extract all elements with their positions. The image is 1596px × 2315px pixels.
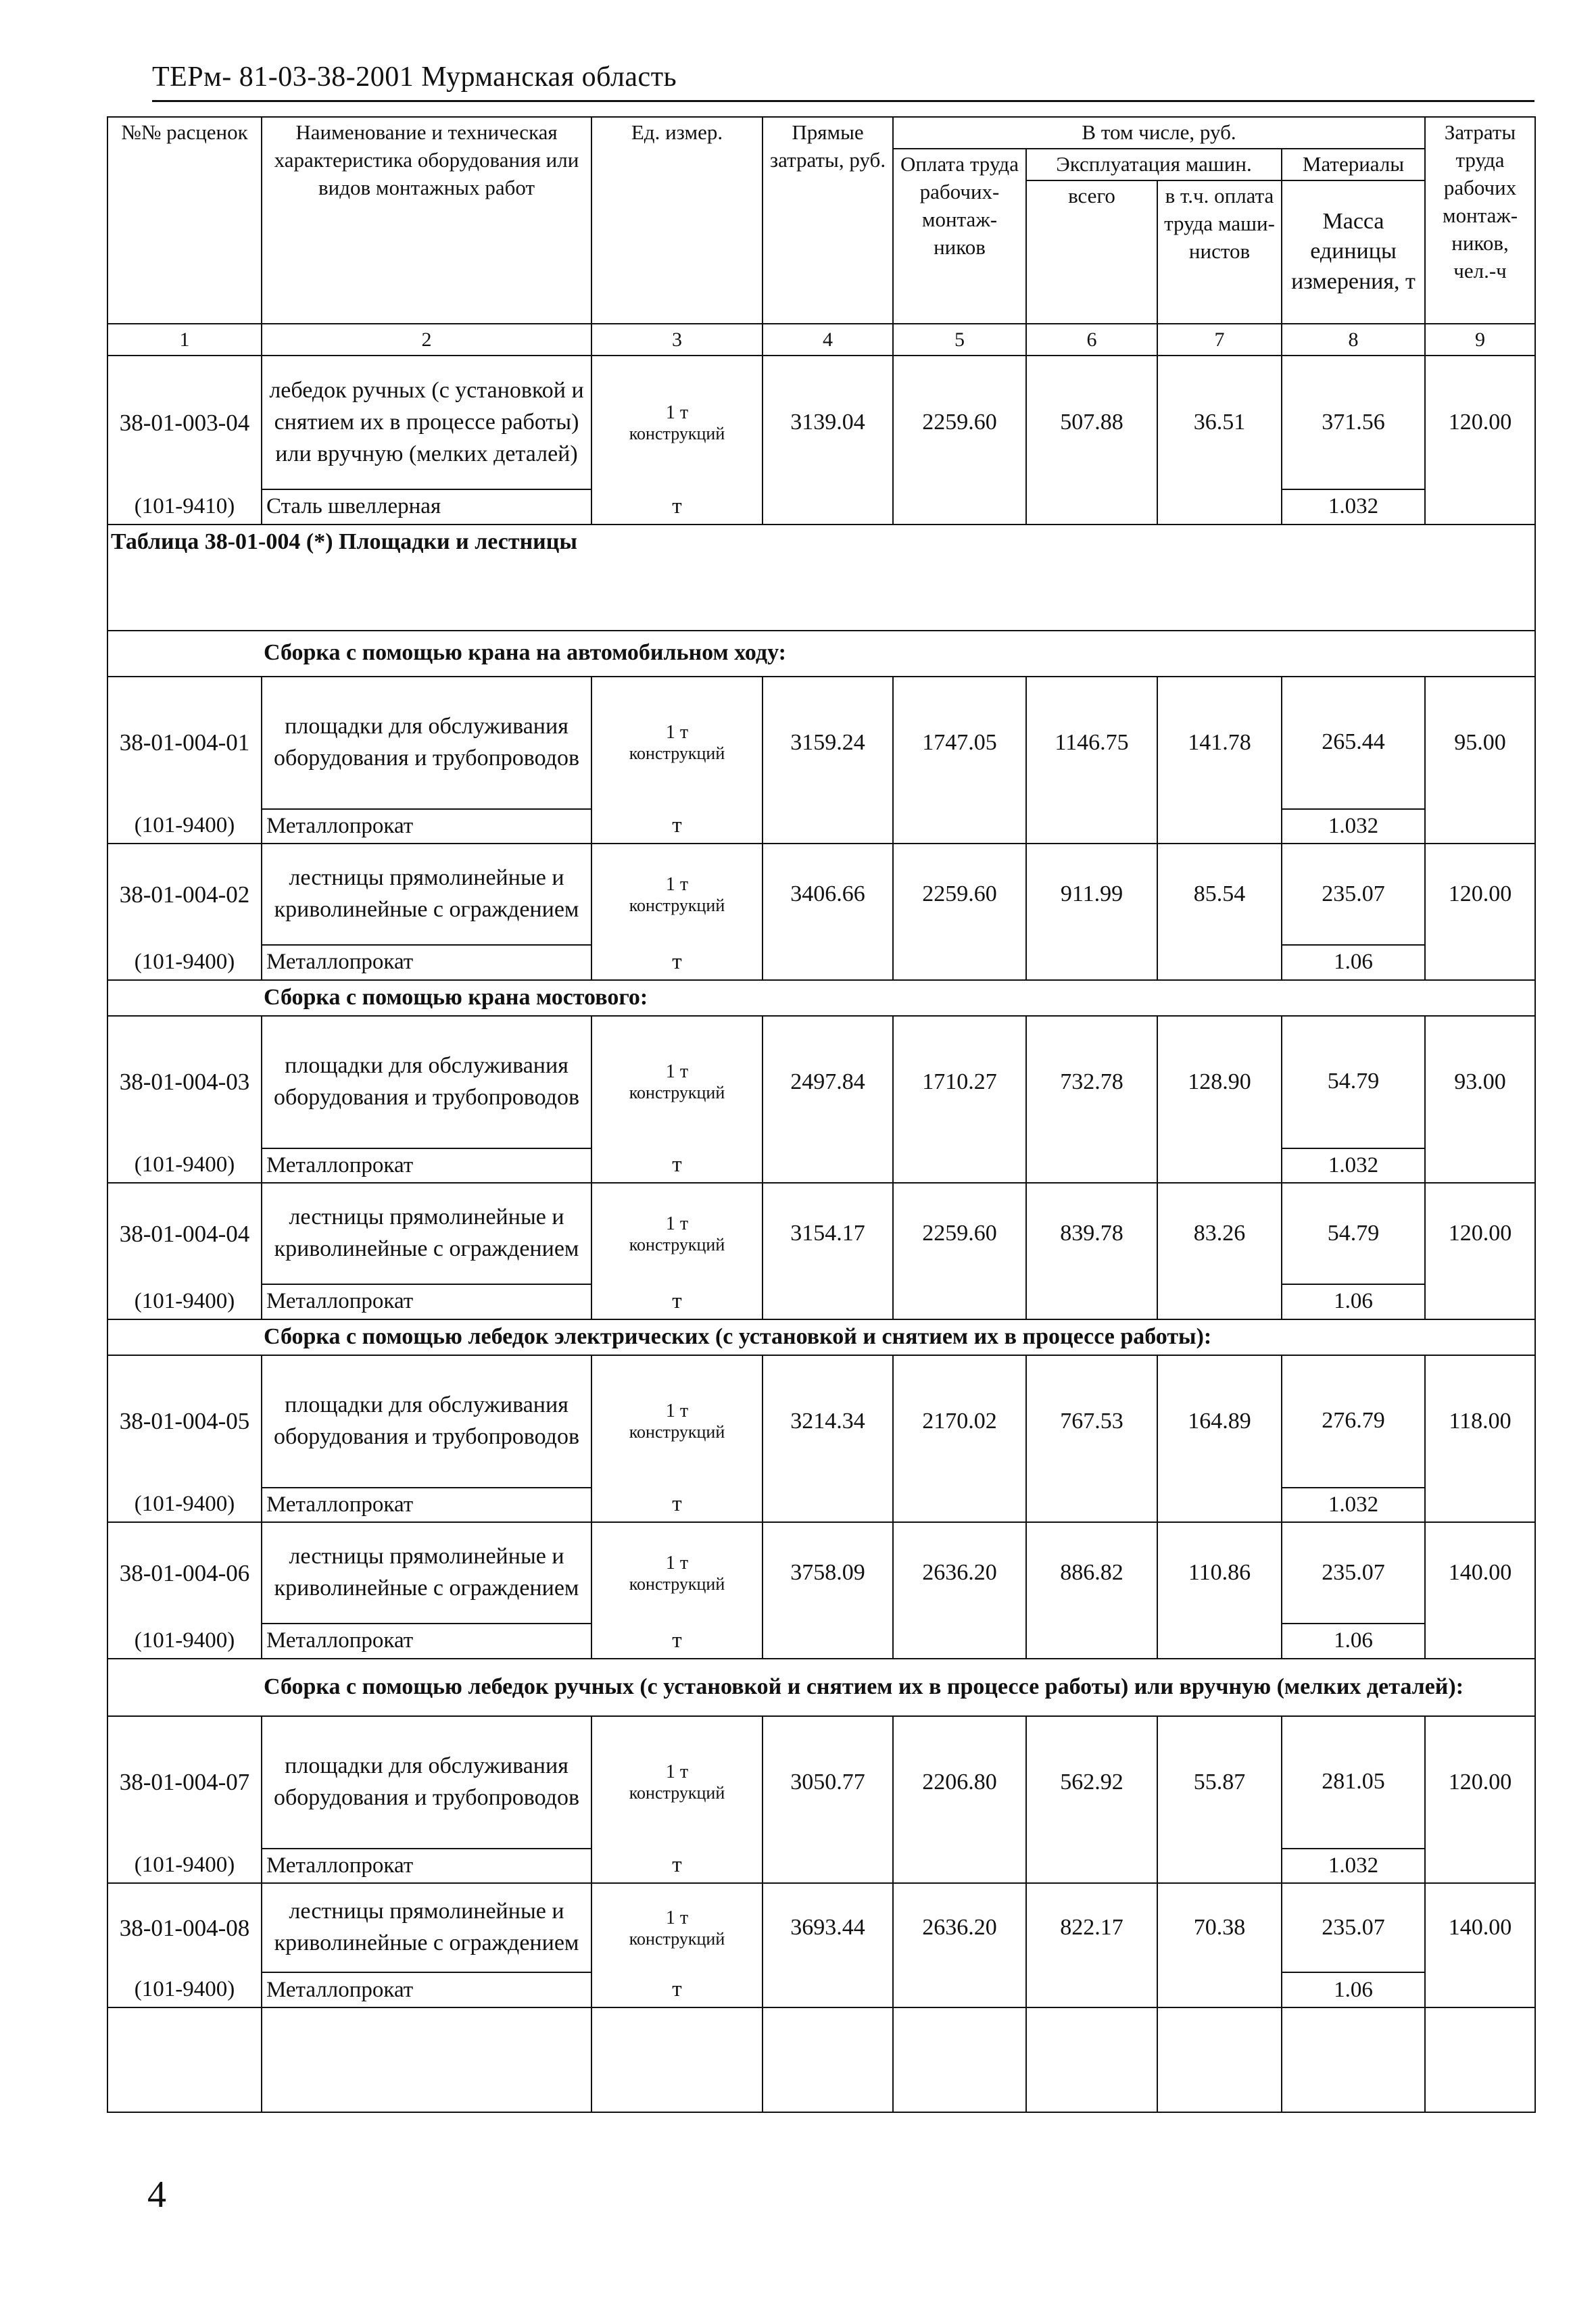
row-mach-total: 886.82	[1026, 1522, 1157, 1624]
resource-code: (101-9400)	[107, 1972, 262, 2007]
table-row	[107, 844, 1535, 945]
unit-value: 1 т	[665, 401, 689, 423]
resource-mass: 1.032	[1282, 809, 1425, 844]
row-labor: 120.00	[1425, 844, 1535, 945]
resource-row	[107, 945, 1535, 980]
col-header-incl: В том числе, руб.	[893, 117, 1425, 149]
table-row	[107, 1716, 1535, 1849]
resource-name: Металлопрокат	[262, 1849, 591, 1884]
col-header-machines: Эксплуатация машин.	[1026, 149, 1282, 180]
col-header-pay: Оплата труда рабочих-монтаж-ников	[893, 149, 1026, 324]
resource-name: Металлопрокат	[262, 1284, 591, 1319]
table-title: Таблица 38-01-004 (*) Площадки и лестницы	[107, 525, 1535, 631]
resource-unit: т	[591, 945, 763, 980]
row-code: 38-01-004-01	[107, 677, 262, 809]
resource-name: Металлопрокат	[262, 945, 591, 980]
row-name: площадки для обслуживания оборудования и трубопроводов	[262, 1716, 591, 1849]
table-row	[107, 1183, 1535, 1284]
unit-label: конструкций	[629, 744, 725, 764]
row-code: 38-01-004-02	[107, 844, 262, 945]
row-mach-total: 732.78	[1026, 1016, 1157, 1148]
row-materials: 235.07	[1282, 1883, 1425, 1972]
row-name: площадки для обслуживания оборудования и трубопроводов	[262, 677, 591, 809]
row-mach-total: 1146.75	[1026, 677, 1157, 809]
unit-value: 1 т	[665, 1400, 689, 1422]
col-header-mass: Масса единицы измерения, т	[1282, 180, 1425, 324]
row-labor: 118.00	[1425, 1355, 1535, 1488]
row-mach-total: 911.99	[1026, 844, 1157, 945]
row-materials: 235.07	[1282, 844, 1425, 945]
row-labor: 140.00	[1425, 1883, 1535, 1972]
resource-code: (101-9400)	[107, 1148, 262, 1184]
row-unit	[591, 1883, 763, 1972]
unit-label: конструкций	[629, 1783, 725, 1803]
unit-label: конструкций	[629, 1083, 725, 1103]
row-pay: 2206.80	[893, 1716, 1026, 1849]
row-name: лестницы прямолинейные и криволинейные с ограждением	[262, 844, 591, 945]
resource-mass: 1.032	[1282, 1148, 1425, 1184]
row-mach-pay: 55.87	[1157, 1716, 1282, 1849]
table-row	[107, 1883, 1535, 1972]
resource-row	[107, 809, 1535, 844]
resource-mass: 1.032	[1282, 489, 1425, 525]
resource-name: Сталь швеллерная	[262, 489, 591, 525]
row-mach-pay: 164.89	[1157, 1355, 1282, 1488]
unit-label: конструкций	[629, 1574, 725, 1594]
unit-label: конструкций	[629, 1928, 725, 1949]
resource-unit: т	[591, 1284, 763, 1319]
row-mach-pay: 83.26	[1157, 1183, 1282, 1284]
row-mach-pay: 110.86	[1157, 1522, 1282, 1624]
column-number-cell: 9	[1425, 324, 1535, 356]
page-header-title: ТЕРм- 81-03-38-2001 Мурманская область	[152, 62, 677, 93]
resource-row	[107, 489, 1535, 525]
row-pay: 2259.60	[893, 356, 1026, 489]
resource-unit: т	[591, 809, 763, 844]
col-header-materials: Материалы	[1282, 149, 1425, 180]
row-materials: 54.79	[1282, 1183, 1425, 1284]
resource-row	[107, 1488, 1535, 1523]
resource-name: Металлопрокат	[262, 1624, 591, 1659]
col-header-num: №№ расценок	[107, 117, 262, 324]
resource-code: (101-9400)	[107, 1624, 262, 1659]
unit-value: 1 т	[665, 1907, 689, 1928]
row-mach-pay: 85.54	[1157, 844, 1282, 945]
section-title: Сборка с помощью лебедок ручных (с установкой и снятием их в процессе работы) или вручную (мелких деталей):	[107, 1659, 1535, 1716]
resource-row	[107, 1624, 1535, 1659]
row-code: 38-01-003-04	[107, 356, 262, 489]
resource-row	[107, 1284, 1535, 1319]
row-direct: 3758.09	[763, 1522, 893, 1624]
resource-unit: т	[591, 1849, 763, 1884]
resource-name: Металлопрокат	[262, 809, 591, 844]
resource-mass: 1.06	[1282, 1624, 1425, 1659]
row-pay: 2636.20	[893, 1883, 1026, 1972]
row-name: лебедок ручных (с установкой и снятием их в процессе работы) или вручную (мелких деталей)	[262, 356, 591, 489]
row-materials: 235.07	[1282, 1522, 1425, 1624]
column-number-cell: 1	[107, 324, 262, 356]
unit-value: 1 т	[665, 1213, 689, 1234]
col-header-labor: Затраты труда рабочих монтаж-ников, чел.-ч	[1425, 117, 1535, 324]
row-unit	[591, 1522, 763, 1624]
table-row	[107, 356, 1535, 489]
row-code: 38-01-004-07	[107, 1716, 262, 1849]
unit-value: 1 т	[665, 1552, 689, 1574]
resource-code: (101-9400)	[107, 809, 262, 844]
row-labor: 140.00	[1425, 1522, 1535, 1624]
row-code: 38-01-004-05	[107, 1355, 262, 1488]
row-materials: 54.79	[1282, 1016, 1425, 1148]
row-pay: 1710.27	[893, 1016, 1026, 1148]
row-mach-total: 822.17	[1026, 1883, 1157, 1972]
column-number-cell: 6	[1026, 324, 1157, 356]
row-name: лестницы прямолинейные и криволинейные с ограждением	[262, 1522, 591, 1624]
page-number: 4	[147, 2174, 166, 2216]
row-unit	[591, 356, 763, 489]
resource-mass: 1.06	[1282, 1972, 1425, 2007]
row-direct: 3406.66	[763, 844, 893, 945]
unit-label: конструкций	[629, 895, 725, 915]
row-mach-pay: 36.51	[1157, 356, 1282, 489]
resource-name: Металлопрокат	[262, 1148, 591, 1184]
row-labor: 93.00	[1425, 1016, 1535, 1148]
col-header-direct: Прямые затраты, руб.	[763, 117, 893, 324]
row-pay: 2259.60	[893, 844, 1026, 945]
unit-label: конструкций	[629, 423, 725, 443]
column-number-cell: 2	[262, 324, 591, 356]
row-unit	[591, 1355, 763, 1488]
table-row	[107, 1016, 1535, 1148]
row-unit	[591, 1016, 763, 1148]
row-mach-total: 507.88	[1026, 356, 1157, 489]
header-rule	[152, 100, 1534, 102]
col-header-unit: Ед. измер.	[591, 117, 763, 324]
row-name: лестницы прямолинейные и криволинейные с ограждением	[262, 1183, 591, 1284]
resource-name: Металлопрокат	[262, 1488, 591, 1523]
row-name: лестницы прямолинейные и криволинейные с ограждением	[262, 1883, 591, 1972]
row-labor: 120.00	[1425, 1716, 1535, 1849]
row-mach-total: 839.78	[1026, 1183, 1157, 1284]
resource-row	[107, 1849, 1535, 1884]
row-code: 38-01-004-03	[107, 1016, 262, 1148]
col-header-mach-total: всего	[1026, 180, 1157, 324]
row-mach-total: 767.53	[1026, 1355, 1157, 1488]
row-pay: 2170.02	[893, 1355, 1026, 1488]
row-unit	[591, 677, 763, 809]
row-mach-pay: 128.90	[1157, 1016, 1282, 1148]
unit-value: 1 т	[665, 1761, 689, 1783]
resource-unit: т	[591, 489, 763, 525]
row-unit	[591, 1716, 763, 1849]
row-labor: 120.00	[1425, 356, 1535, 489]
column-number-row	[107, 324, 1535, 356]
row-labor: 95.00	[1425, 677, 1535, 809]
row-materials: 276.79	[1282, 1355, 1425, 1488]
row-pay: 2636.20	[893, 1522, 1026, 1624]
table-row	[107, 1522, 1535, 1624]
table-row	[107, 677, 1535, 809]
row-direct: 3159.24	[763, 677, 893, 809]
column-number-cell: 4	[763, 324, 893, 356]
resource-code: (101-9400)	[107, 1849, 262, 1884]
row-unit	[591, 844, 763, 945]
row-direct: 3139.04	[763, 356, 893, 489]
section-title: Сборка с помощью крана на автомобильном ходу:	[107, 631, 1535, 677]
row-materials: 371.56	[1282, 356, 1425, 489]
unit-label: конструкций	[629, 1234, 725, 1254]
row-pay: 2259.60	[893, 1183, 1026, 1284]
row-labor: 120.00	[1425, 1183, 1535, 1284]
resource-code: (101-9410)	[107, 489, 262, 525]
row-code: 38-01-004-06	[107, 1522, 262, 1624]
price-table	[107, 116, 1536, 2113]
row-name: площадки для обслуживания оборудования и трубопроводов	[262, 1355, 591, 1488]
resource-unit: т	[591, 1488, 763, 1523]
row-materials: 265.44	[1282, 677, 1425, 809]
resource-row	[107, 1972, 1535, 2007]
column-number-cell: 3	[591, 324, 763, 356]
resource-unit: т	[591, 1148, 763, 1184]
table-row	[107, 1355, 1535, 1488]
column-number-cell: 7	[1157, 324, 1282, 356]
row-unit	[591, 1183, 763, 1284]
row-direct: 3050.77	[763, 1716, 893, 1849]
row-pay: 1747.05	[893, 677, 1026, 809]
row-direct: 3154.17	[763, 1183, 893, 1284]
resource-mass: 1.032	[1282, 1849, 1425, 1884]
row-direct: 3693.44	[763, 1883, 893, 1972]
resource-mass: 1.06	[1282, 1284, 1425, 1319]
row-materials: 281.05	[1282, 1716, 1425, 1849]
resource-mass: 1.06	[1282, 945, 1425, 980]
section-title: Сборка с помощью лебедок электрических (с установкой и снятием их в процессе работы):	[107, 1319, 1535, 1355]
row-name: площадки для обслуживания оборудования и трубопроводов	[262, 1016, 591, 1148]
resource-unit: т	[591, 1972, 763, 2007]
resource-name: Металлопрокат	[262, 1972, 591, 2007]
row-mach-pay: 70.38	[1157, 1883, 1282, 1972]
row-mach-pay: 141.78	[1157, 677, 1282, 809]
row-code: 38-01-004-08	[107, 1883, 262, 1972]
resource-row	[107, 1148, 1535, 1184]
row-mach-total: 562.92	[1026, 1716, 1157, 1849]
column-number-cell: 8	[1282, 324, 1425, 356]
resource-code: (101-9400)	[107, 945, 262, 980]
col-header-mach-pay: в т.ч. оплата труда маши-нистов	[1157, 180, 1282, 324]
unit-value: 1 т	[665, 1061, 689, 1083]
unit-value: 1 т	[665, 873, 689, 895]
resource-code: (101-9400)	[107, 1488, 262, 1523]
col-header-name: Наименование и техническая характеристика оборудования или видов монтажных работ	[262, 117, 591, 324]
row-code: 38-01-004-04	[107, 1183, 262, 1284]
section-title: Сборка с помощью крана мостового:	[107, 980, 1535, 1016]
resource-code: (101-9400)	[107, 1284, 262, 1319]
resource-unit: т	[591, 1624, 763, 1659]
unit-label: конструкций	[629, 1422, 725, 1442]
unit-value: 1 т	[665, 722, 689, 744]
row-direct: 3214.34	[763, 1355, 893, 1488]
row-direct: 2497.84	[763, 1016, 893, 1148]
resource-mass: 1.032	[1282, 1488, 1425, 1523]
column-number-cell: 5	[893, 324, 1026, 356]
